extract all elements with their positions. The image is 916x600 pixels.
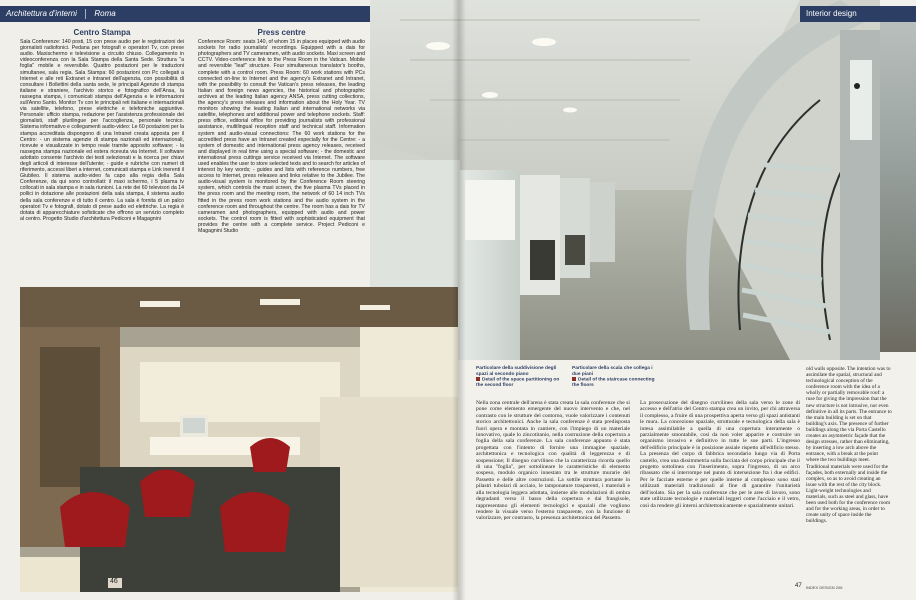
right-page-number: 47 xyxy=(795,583,802,589)
right-section-header: Interior design xyxy=(800,6,916,22)
spread-gutter xyxy=(452,0,466,600)
caption-1-italian: Particolare della suddivisione degli spazi al secondo piano xyxy=(476,366,557,377)
centro-stampa-title: Centro Stampa xyxy=(73,28,131,37)
caption-space-partitioning xyxy=(476,366,566,389)
press-room-photo xyxy=(20,287,458,592)
italian-body-column-1: Nella zona centrale dell'arena è stata creata la sala conferenze che si pone come elemento emergente del nuovo intervento e che, nel contrasto con le strutture del contorno, vuole valorizzare i contenuti storico architettonici. Anche la sala conferenze è stata predisposta fuori opera e montata in cantiere, con l'impiego di un materiale innovativo, quale lo zincotitanio, nella costruzione della copertura a foglia della sala conferenze. La sala conferenze appunto è stata progettata con l'intento di fornire una immagine spaziale, architettonica e tecnologica con qualità di leggerezza e di sospensione; Il disegno curvilineo che la caratterizza ricorda quello di una "foglia", per sottolineare le caratteristiche di elemento sospeso, modulo organico innestato tra le strutture murarie del Passetto e delle altre costruzioni. La sottile struttura portante in pilastri tubolari di acciaio, le tamponature trasparenti, i materiali e alla tecnologia leggera adottata, insieme alle modulazioni di ombra degradanti verso il basso della copertura e dai frangisole, rappresentano gli elementi tecnologici e spaziali che vogliono rendere la visuale verso l'esterno trasparente, con la funzione di valorizzare, per contrasto, la presenza architettonica del Passetto. xyxy=(476,400,630,522)
info-columns xyxy=(20,30,365,292)
caption-bullet-icon xyxy=(476,377,480,381)
press-centre-text: Conference Room: seats 140, of whom 15 in places equipped with audio sockets for radio journalists' recordings. Equipped with a dais for photographers and TV cameramen, with audio sockets. Maxi screen and CCTV. Video-conference link to the Press Room in the Vatican. Mobile and reversible "leaf" structure. Four simultaneous translator's booths, complete with a control room. Press Room: 60 work stations with PCs connected on-line to Internet and the agency's Extranet and Intranet, with the possibility to consult the Vatican's press releases, the leading Italian and foreign news agencies, the historical and photographic archives at the leading Italian agency ANSA, press cutting collections, the agency's press releases and information about the Holy Year. TV monitors showing the leading Italian and international networks via satellite, telephones and additional power and telephone sockets. Staff: press office, editorial office for providing journalists with professional assistance, multilingual reception staff and technical staff. Information system and audio-visual connections: The 60 work stations for the accredited press have an Intranet created especially for the Centre: - a system of domestic and international press agency releases, received and displayed in real time using a special software; - the domestic and international press cuttings service received via Internet. The software used enables the user to store selected texts and to search for articles of interest by key words; - guides and lists with reference numbers, free access to Internet, press releases and links relative to the Jubilee. The audio-visual system is monitored by the Conference Room steering system, which controls the maxi screen, the five plasma TVs placed in the press room and the meeting room, the network of 60 14 inch TVs fitted in the press room work stations and the audio system in the conference room and throughout the centre. The room has a dais for TV cameramen and photographers, equipped with audio and power sockets. The control room is fitted with sophisticated equipment that provides the centre with a complete service. Project Pediconi e Magagnini Studio xyxy=(198,39,365,234)
caption-2-english: Detail of the staircase connecting the floors xyxy=(572,377,655,389)
english-info-column xyxy=(198,30,365,234)
section-header xyxy=(0,6,370,22)
section-city: Roma xyxy=(94,9,116,18)
header-divider xyxy=(85,9,86,19)
press-centre-title: Press centre xyxy=(257,28,306,37)
caption-staircase xyxy=(572,366,662,389)
left-page-number: 46 xyxy=(110,578,118,585)
side-photo-strip xyxy=(880,22,916,352)
caption-bullet-icon xyxy=(572,377,576,381)
magazine-footer: INDEX DESIGN 206 xyxy=(806,585,843,590)
caption-2-italian: Particolare della scala che collega i due piani xyxy=(572,366,653,377)
italian-body-column-2: La prosecuzione del disegno curvilineo della sala verso le zone di accesso e dell'atrio del Centro stampa crea un invito, per chi attraversa il complesso, a fruire di una prospettiva aperta verso gli spazi antistanti le mura. La concezione spaziale, strutturale e tecnologica della sala è intesa assimilabile a quella di una copertura interamente o parzialmente smontabile, così da non voler apparire e costruire un organismo invasivo e definitivo in tutte le sue parti. L'ingresso dell'edificio principale è in posizione assiale rispetto all'edificio stesso. La presenza del corpo di fabbrica secondario lungo via di Porta castello, crea una dissimmetria sulla facciata del corpo principale che il progetto sottolinea con l'inserimento, sopra l'ingresso, di un arco ribassato che si interrompe nel punto di intersezione fra i due edifici. Per le facciate esterne e per quelle interne al complesso sono stati utilizzati materiali tradizionali al fine di garantire l'unitarietà dell'isolato. Sia per la sala conferenze che per le aree di lavoro, sono state utilizzate tecnologie e materiali leggeri come l'acciaio e il vetro, così da rendere gli interni architettonicamente e spazialmente unitari. xyxy=(640,400,800,509)
centro-stampa-text: Sala Conferenze: 140 posti, 15 con prese audio per le registrazioni dei giornalisti radiofonici. Pedana per fotografi e operatori Tv, con prese audio. Maxischermo e televisione a circuito chiuso. Collegamento in videoconferenza con la Sala Stampa della Santa Sede. Struttura "a foglia" mobile e reversibile. Quattro postazioni per le traduzioni simultanee, sala regia. Sala Stampa: 60 postazioni con Pc collegati a Internet e alle reti Extranet e Intranet dell'agenzia, con possibilità di consultare i Bollettini della santa sede, le principali Agenzie di stampa italiane e straniere, l'archivio storico e fotografico dell'Ansa, la rassegna stampa, i comunicati stampa dell'Agenzia e le informazioni sull'Anno Santo. Monitor Tv con le principali reti italiane e internazionali via satellite, telefono, prese elettriche e telefoniche aggiuntive. Personale: ufficio stampa, redazione per l'assistenza professionale dei giornalisti, staff plurilingue per l'accoglienza, personale tecnico. Sistema informativo e collegamenti audio-video: Le 60 postazioni per la stampa accreditata dispongono di una Intranet creata apposta per il Centro: - un sistema agenzie di stampa nazionali ed internazionali, ricevute e visualizzate in tempo reale tramite apposito software; - la rassegna stampa nazionale ed estera ricevuta via Internet. Il software adottato consente l'archivio dei testi selezionati e la ricerca per chiavi degli articoli di interesse dell'utente; - guide e rubriche con numeri di riferimento, accessi liberi a internet, comunicati stampa e Link inerenti il Giubileo. Il sistema audio-video fa capo alla regia della Sala Conferenze, da qui sono controllati: il maxi schermo, i 5 plasma tv collocati in sala stampa e in sala riunioni. La rete dei 60 televisori da 14 pollici in dotazione alle postazioni della sala stampa, il sistema audio della sala conferenze e di tutto il centro. La sala è fornita di un palco operatori Tv e fotografi, dotato di prese audio ed elettriche. La regia è dotata di apparecchiature sofisticate che offrono un servizio completo al centro. Progetto Studio d'architettura Pediconi e Magagnini xyxy=(20,39,184,222)
section-title: Architettura d'interni xyxy=(6,9,77,18)
italian-info-column xyxy=(20,30,184,222)
press-room-photo-illustration xyxy=(20,287,458,592)
english-body-column: old walls opposite. The intention was to assimilate the spatial, structural and technological conception of the conference room with the idea of a wholly or partially removable roof: a ruse for giving the impression that the new structure is not intrusive, nor even definitive in all its parts. The entrance to the main building is set on that building's axis. The presence of further buildings along the via Porta Castello creates an asymmetric façade that the design stresses, rather than eliminating, by inserting a low arch above the entrance, with a break at the point where the two buildings meet. Traditional materials were used for the façades, both externally and inside the complex, so as to avoid creating an issue with the rest of the city block. Light-weight technologies and materials, such as steel and glass, have been used both for the conference room and for the working areas, in order to create unity of space inside the buildings. xyxy=(806,366,892,525)
caption-1-english: Detail of the space partitioning on the second floor xyxy=(476,377,560,389)
